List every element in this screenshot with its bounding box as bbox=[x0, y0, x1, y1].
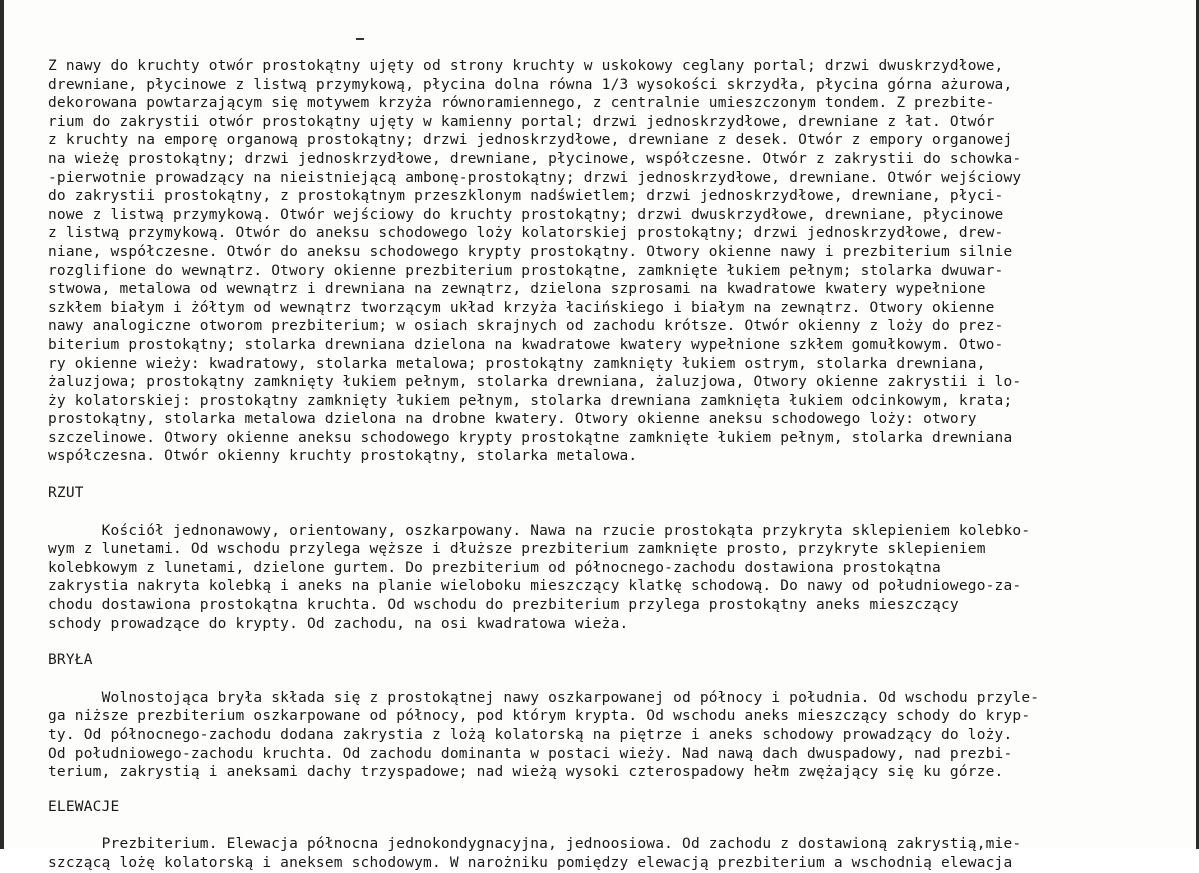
text-line: współczesna. Otwór okienny kruchty prostokątny, stolarka metalowa. bbox=[48, 448, 638, 465]
document-text bbox=[48, 57, 1168, 873]
text-line: -pierwotnie prowadzący na nieistniejącą ambonę-prostokątny; drzwi jednoskrzydłowe, drewniane. Otwór wejściowy bbox=[48, 169, 1022, 186]
paragraph-openings bbox=[48, 57, 1168, 466]
text-line: rozglifione do wewnątrz. Otwory okienne prezbiterium prostokątne, zamknięte łukiem pełnym; stolarka dwuwar- bbox=[48, 262, 1004, 279]
text-line: do zakrystii prostokątny, z prostokątnym przeszklonym nadświetlem; drzwi jednoskrzydłowe, drewniane, płyci- bbox=[48, 188, 1004, 205]
paragraph-bryla bbox=[48, 689, 1168, 782]
text-line: biterium prostokątny; stolarka drewniana dzielona na kwadratowe kwatery wypełnione szkłem gomułkowym. Otwo- bbox=[48, 336, 1004, 353]
text-line: ty. Od północnego-zachodu dodana zakrystia z lożą kolatorską na piętrze i aneks schodowy prowadzący do loży. bbox=[48, 727, 1013, 743]
text-line: Kościół jednonawowy, orientowany, oszkarpowany. Nawa na rzucie prostokąta przykryta sklepieniem kolebko- bbox=[48, 522, 1031, 539]
text-line: dekorowana powtarzającym się motywem krzyża równoramiennego, z centralnie umieszczonym tondem. Z prezbite- bbox=[48, 95, 995, 112]
section-heading-elewacje: ELEWACJE bbox=[48, 798, 120, 815]
text-line: z kruchty na emporę organową prostokątny; drzwi jednoskrzydłowe, drewniane z desek. Otwór z empory organowej bbox=[48, 132, 1013, 149]
text-line: kolebkowym z lunetami, dzielone gurtem. Do prezbiterium od północnego-zachodu dostawiona prostokątna bbox=[48, 559, 941, 576]
text-line: stwowa, metalowa od wewnątrz i drewniana na zewnątrz, dzielona szprosami na kwadratowe kwatery wypełnione bbox=[48, 281, 986, 298]
text-line: drewniane, płycinowe z listwą przymykową, płycina dolna równa 1/3 wysokości skrzydła, płycina górna ażurowa, bbox=[48, 76, 1013, 93]
text-line: Wolnostojąca bryła składa się z prostokątnej nawy oszkarpowanej od północy i południa. Od wschodu przyle- bbox=[48, 689, 1040, 706]
text-line: terium, zakrystią i aneksami dachy trzyspadowe; nad wieżą wysoki czterospadowy hełm zwężający się ku górze. bbox=[48, 764, 1004, 781]
text-line: na wieżę prostokątny; drzwi jednoskrzydłowe, drewniane, płycinowe, współczesne. Otwór z zakrystii do schowka- bbox=[48, 150, 1022, 167]
text-line: z listwą przymykową. Otwór do aneksu schodowego loży kolatorskiej prostokątny; drzwi jednoskrzydłowe, drew- bbox=[48, 225, 1004, 242]
text-line: żaluzjowa; prostokątny zamknięty łukiem pełnym, stolarka drewniana, żaluzjowa, Otwory okienne zakrystii i lo- bbox=[48, 374, 1022, 391]
section-heading-rzut: RZUT bbox=[48, 485, 84, 502]
typewriter-dash-mark bbox=[356, 38, 364, 40]
section-heading-bryla: BRYŁA bbox=[48, 652, 93, 669]
text-line: zakrystia nakryta kolebką i aneks na planie wieloboku mieszczący klatkę schodową. Do nawy od południowego-za- bbox=[48, 578, 1022, 595]
text-line: wym z lunetami. Od wschodu przylega węższe i dłuższe prezbiterium zamknięte prosto, przykryte sklepieniem bbox=[48, 541, 986, 558]
text-line: niane, współczesne. Otwór do aneksu schodowego krypty prostokątny. Otwory okienne nawy i prezbiterium silnie bbox=[48, 243, 1013, 260]
text-line: ży kolatorskiej: prostokątny zamknięty łukiem pełnym, stolarka drewniana zamknięta łukiem odcinkowym, krata; bbox=[48, 392, 1013, 409]
text-line: Od południowego-zachodu kruchta. Od zachodu dominanta w postaci wieży. Nad nawą dach dwuspadowy, nad prezbi- bbox=[48, 745, 1013, 762]
scan-edge-left bbox=[0, 0, 4, 849]
text-line: chodu dostawiona prostokątna kruchta. Od wschodu do prezbiterium przylega prostokątny aneks mieszczący bbox=[48, 597, 959, 614]
text-line: szczącą lożę kolatorską i aneksem schodowym. W narożniku pomiędzy elewacją prezbiterium a wschodnią elewacja bbox=[48, 854, 1013, 871]
text-line: schody prowadzące do krypty. Od zachodu, na osi kwadratowa wieża. bbox=[48, 615, 629, 632]
text-line: nawy analogiczne otworom prezbiterium; w osiach skrajnych od zachodu krótsze. Otwór okienny z loży do prez- bbox=[48, 318, 1004, 335]
text-line: prostokątny, stolarka metalowa dzielona na drobne kwatery. Otwory okienne aneksu schodowego loży: otwory bbox=[48, 411, 977, 428]
text-line: szczelinowe. Otwory okienne aneksu schodowego krypty prostokątne zamknięte łukiem pełnym, stolarka drewniana bbox=[48, 429, 1013, 446]
paragraph-rzut bbox=[48, 522, 1168, 634]
paragraph-elewacje bbox=[48, 835, 1168, 872]
text-line: Prezbiterium. Elewacja północna jednokondygnacyjna, jednoosiowa. Od zachodu z dostawioną zakrystią,mie- bbox=[48, 836, 1022, 853]
text-line: Z nawy do kruchty otwór prostokątny ujęty od strony kruchty w uskokowy ceglany portal; drzwi dwuskrzydłowe, bbox=[48, 58, 1004, 74]
text-line: szkłem białym i żółtym od wewnątrz tworzącym układ krzyża łacińskiego i białym na zewnątrz. Otwory okienne bbox=[48, 299, 995, 316]
text-line: ga niższe prezbiterium oszkarpowane od północy, pod którym krypta. Od wschodu aneks mieszczący schody do kryp- bbox=[48, 708, 1031, 725]
text-line: nowe z listwą przymykową. Otwór wejściowy do kruchty prostokątny; drzwi dwuskrzydłowe, drewniane, płycinowe bbox=[48, 206, 1004, 223]
text-line: rium do zakrystii otwór prostokątny ujęty w kamienny portal; drzwi jednoskrzydłowe, drewniane z łat. Otwór bbox=[48, 113, 995, 130]
text-line: ry okienne wieży: kwadratowy, stolarka metalowa; prostokątny zamknięty łukiem ostrym, stolarka drewniana, bbox=[48, 355, 986, 372]
